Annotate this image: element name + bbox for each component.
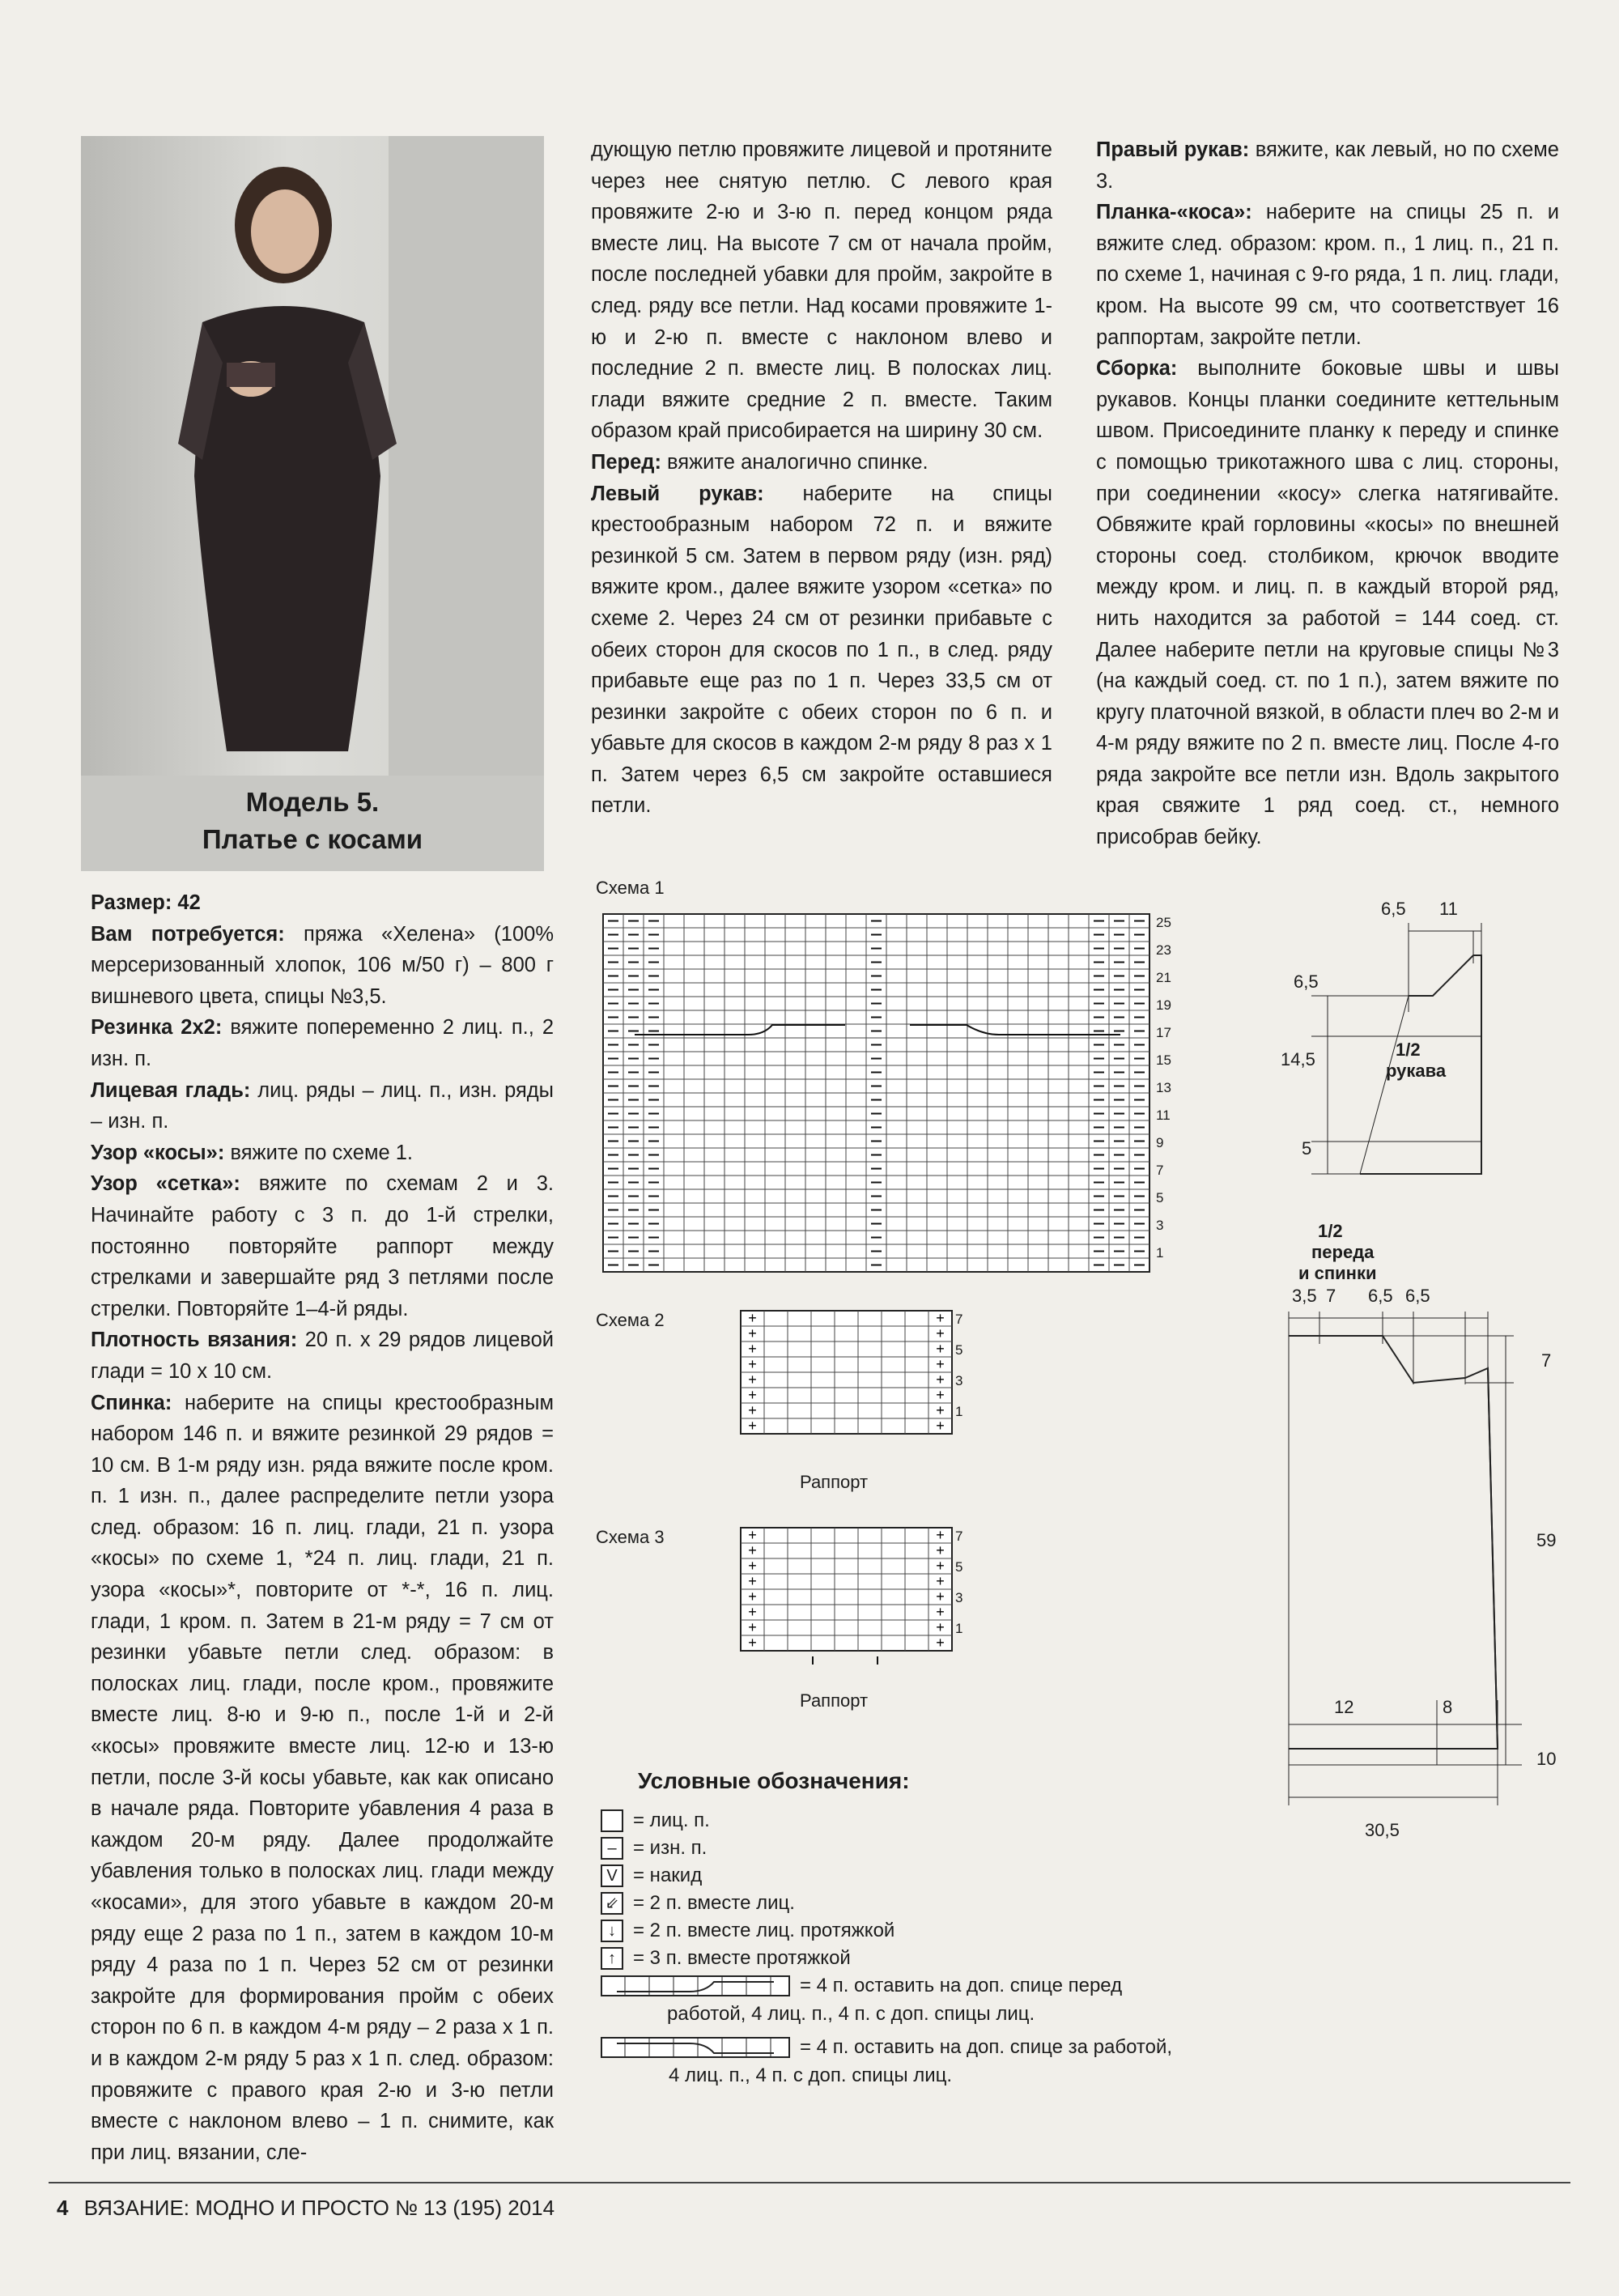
body-outline	[1289, 1336, 1498, 1749]
legend-item	[601, 1835, 1273, 1862]
legend-title: Условные обозначения:	[638, 1768, 910, 1793]
edge-stitch-mark: +	[748, 1371, 757, 1388]
edge-stitch-mark: +	[748, 1310, 757, 1326]
edge-stitch-mark: +	[936, 1542, 945, 1558]
paragraph-text: наберите на спицы 25 п. и вяжите след. образом: кром. п., 1 лиц. п., 21 п. по схеме 1, начиная с 9-го ряда, 1 п. лиц. глади, кром. На высоте 99 см, что соответствует 16 раппортам, закройте петли.	[1096, 201, 1559, 349]
row-number: 23	[1156, 942, 1171, 958]
scheme1-chart	[602, 913, 1153, 1286]
legend-items	[601, 1807, 1273, 1972]
edge-stitch-mark: +	[936, 1573, 945, 1589]
edge-stitch-mark: +	[936, 1341, 945, 1357]
paragraph-heading: Левый рукав:	[591, 482, 764, 505]
body-dim-bottom-b: 8	[1443, 1697, 1453, 1717]
scheme1-label: Схема 1	[596, 878, 665, 898]
body-dim-top: 7	[1326, 1286, 1336, 1306]
body-dim-right-c: 10	[1536, 1749, 1557, 1769]
edge-stitch-mark: +	[748, 1418, 757, 1434]
legend-text: = 2 п. вместе лиц.	[633, 1892, 795, 1914]
magazine-issue: ВЯЗАНИЕ: МОДНО И ПРОСТО № 13 (195) 2014	[83, 2196, 555, 2220]
body-label-a: 1/2	[1318, 1221, 1343, 1241]
sleeve-dim-left-a: 6,5	[1294, 972, 1319, 992]
legend-item	[601, 1945, 1273, 1972]
row-number: 9	[1156, 1135, 1164, 1150]
edge-stitch-mark: +	[936, 1558, 945, 1574]
cable-back-icon	[601, 2037, 790, 2058]
legend-item	[601, 1917, 1273, 1945]
sleeve-label-b: рукава	[1386, 1061, 1447, 1081]
legend-symbol-icon: ⇙	[601, 1892, 623, 1915]
legend-item	[601, 1807, 1273, 1835]
paragraph-heading: Размер: 42	[91, 891, 201, 914]
edge-stitch-mark: +	[936, 1402, 945, 1418]
text-column-1	[91, 887, 554, 2168]
paragraph	[91, 1137, 554, 1169]
edge-stitch-mark: +	[936, 1310, 945, 1326]
sleeve-dim-top-b: 11	[1439, 899, 1458, 919]
paragraph-heading: Вам потребуется:	[91, 922, 285, 946]
legend-symbol-icon: V	[601, 1864, 623, 1887]
paragraph	[91, 1324, 554, 1387]
paragraph-heading: Узор «сетка»:	[91, 1172, 240, 1196]
paragraph	[91, 1388, 554, 2169]
paragraph-text: вяжите по схемам 2 и 3. Начинайте работу с 3 п. до 1-й стрелки, постоянно повторяйте раппорт между стрелками и завершайте ряд 3 петлями после стрелки. Повторяйте 1–4-й ряды.	[91, 1172, 554, 1320]
body-pattern-diagram	[1279, 1295, 1570, 1822]
legend-text: = лиц. п.	[633, 1809, 710, 1831]
legend	[601, 1768, 1273, 2087]
body-dim-top: 3,5	[1292, 1286, 1317, 1306]
row-number: 7	[955, 1529, 963, 1544]
paragraph-text: вяжите по схеме 1.	[224, 1141, 414, 1164]
sleeve-dim-left-c: 5	[1302, 1138, 1312, 1159]
row-number: 19	[1156, 997, 1171, 1013]
edge-stitch-mark: +	[748, 1356, 757, 1372]
paragraph	[91, 1168, 554, 1324]
paragraph	[591, 478, 1052, 823]
paragraph-heading: Правый рукав:	[1096, 138, 1250, 161]
body-dim-bottom-a: 12	[1334, 1697, 1354, 1717]
edge-stitch-mark: +	[748, 1604, 757, 1620]
paragraph	[91, 887, 554, 919]
model-caption	[81, 776, 544, 871]
row-number: 1	[955, 1404, 963, 1419]
edge-stitch-mark: +	[748, 1558, 757, 1574]
row-number: 17	[1156, 1025, 1171, 1040]
paragraph	[91, 919, 554, 1013]
scheme3-label: Схема 3	[596, 1527, 665, 1547]
edge-stitch-mark: +	[936, 1325, 945, 1341]
legend-cable-front-text-a: = 4 п. оставить на доп. спице перед	[800, 1975, 1123, 1996]
row-number: 21	[1156, 970, 1171, 985]
page-number: 4	[57, 2196, 69, 2220]
edge-stitch-mark: +	[748, 1542, 757, 1558]
text-column-3	[1096, 134, 1559, 853]
edge-stitch-mark: +	[748, 1635, 757, 1651]
edge-stitch-mark: +	[936, 1371, 945, 1388]
edge-stitch-mark: +	[936, 1527, 945, 1543]
row-number: 7	[955, 1312, 963, 1327]
legend-symbol-icon: ↓	[601, 1920, 623, 1942]
legend-text: = 3 п. вместе протяжкой	[633, 1947, 851, 1969]
legend-item	[601, 1890, 1273, 1917]
paragraph-heading: Спинка:	[91, 1391, 172, 1414]
scheme3-chart	[740, 1527, 954, 1665]
paragraph-text: наберите на спицы крестообразным набором 72 п. и вяжите резинкой 5 см. Затем в первом ряду (изн. ряд) вяжите кром., далее вяжите узором «сетка» по схеме 2. Через 24 см от резинки прибавьте с обеих сторон для скосов по 1 п., в след. ряду прибавьте еще раз по 1 п. Через 33,5 см от резинки закройте с обеих сторон по 6 п. и убавьте для скосов в каждом 2-м ряду 8 раз х 1 п. Затем через 6,5 см закройте оставшиеся петли.	[591, 482, 1052, 818]
edge-stitch-mark: +	[936, 1356, 945, 1372]
paragraph-text: пряжа «Хелена» (100% мерсеризованный хлопок, 106 м/50 г) – 800 г вишневого цвета, спицы №3,5.	[91, 922, 554, 1008]
caption-line2: Платье с косами	[202, 824, 423, 854]
row-number: 5	[1156, 1190, 1164, 1205]
edge-stitch-mark: +	[748, 1325, 757, 1341]
legend-cable-back	[601, 2034, 1273, 2061]
caption-line1: Модель 5.	[245, 787, 380, 817]
legend-symbol-icon	[601, 1809, 623, 1832]
row-number: 3	[1156, 1218, 1164, 1233]
paragraph-text: вяжите попеременно 2 лиц. п., 2 изн. п.	[91, 1016, 555, 1070]
legend-cable-front	[601, 1972, 1273, 2000]
paragraph	[591, 447, 1052, 478]
sleeve-dim-left-b: 14,5	[1281, 1049, 1315, 1069]
edge-stitch-mark: +	[936, 1604, 945, 1620]
scheme2-rapport-label: Раппорт	[800, 1472, 869, 1492]
paragraph-text: вяжите аналогично спинке.	[661, 450, 928, 474]
legend-symbol-icon: ↑	[601, 1947, 623, 1970]
paragraph-text: 20 п. х 29 рядов лицевой глади = 10 х 10 см.	[91, 1329, 554, 1383]
edge-stitch-mark: +	[748, 1387, 757, 1403]
paragraph-heading: Сборка:	[1096, 357, 1178, 381]
rapport-arrows	[813, 1656, 877, 1665]
paragraph	[1096, 197, 1559, 353]
paragraph	[91, 1075, 554, 1137]
body-dim-right-a: 7	[1541, 1350, 1552, 1371]
legend-symbol-icon: –	[601, 1837, 623, 1860]
paragraph-heading: Резинка 2х2:	[91, 1016, 223, 1040]
body-dim-width: 30,5	[1365, 1820, 1400, 1840]
body-dim-top: 6,5	[1368, 1286, 1393, 1306]
scheme2-label: Схема 2	[596, 1310, 665, 1330]
paragraph-text: выполните боковые швы и швы рукавов. Концы планки соедините кеттельным швом. Присоедините планку к переду и спинке с помощью трикотажного шва с лиц. стороны, при соединении «косу» слегка натягивайте. Обвяжите край горловины «косы» по внешней стороны соед. столбиком, крючок вводите между кром. и лиц. п. в каждый второй ряд, нить находится за работой = 144 соед. ст. Далее наберите петли на круговые спицы №3 (на каждый соед. ст. по 1 п.), затем вяжите по кругу платочной вязкой, в области плеч во 2-м и 4-м ряду вяжите по 2 п. вместе лиц. После 4-го ряда закройте все петли изн. Вдоль закрытого края свяжите 1 ряд соед. ст., немного присобрав бейку.	[1096, 357, 1559, 849]
edge-stitch-mark: +	[748, 1573, 757, 1589]
edge-stitch-mark: +	[936, 1387, 945, 1403]
edge-stitch-mark: +	[748, 1619, 757, 1635]
paragraph	[1096, 134, 1559, 197]
legend-text: = 2 п. вместе лиц. протяжкой	[633, 1920, 895, 1941]
sleeve-dim-top-a: 6,5	[1381, 899, 1406, 919]
paragraph	[1096, 353, 1559, 853]
edge-stitch-mark: +	[748, 1341, 757, 1357]
row-number: 7	[1156, 1163, 1164, 1178]
edge-stitch-mark: +	[936, 1635, 945, 1651]
cable-front-icon	[601, 1975, 790, 1996]
edge-stitch-mark: +	[748, 1588, 757, 1605]
body-dim-top: 6,5	[1405, 1286, 1430, 1306]
paragraph-heading: Узор «косы»:	[91, 1141, 225, 1164]
paragraph-text: вяжите, как левый, но по схеме 3.	[1096, 138, 1559, 193]
paragraph-text: наберите на спицы крестообразным набором 146 п. и вяжите резинкой 29 рядов = 10 см. В 1-м ряду изн. ряда вяжите после кром. п. 1 изн. п., далее распределите петли узора след. образом: 16 п. лиц. глади, 21 п. узора «косы» по схеме 1, *24 п. лиц. глади, 21 п. узора «косы»*, повторите от *-*, 16 п. лиц. глади, 1 кром. п. Затем в 21-м ряду = 7 см от резинки убавьте петли след. образом: в полосках лиц. глади, после кром., провяжите вместе лиц. 8-ю и 9-ю п., после 1-й и 2-й «косы» провяжите вместе лиц. 12-ю и 13-ю петли, после 3-й косы убавьте, как как описано в начале ряда. Повторите убавления 4 раза в каждом 20-м ряду. Далее продолжайте убавления только в полосках лиц. глади между «косами», для этого убавьте в каждом 20-м ряду еще 2 раза по 1 п., затем в каждом 10-м ряду 4 раза по 1 п. Через 52 см от резинки закройте для формирования пройм с обеих сторон по 6 п. в каждом 4-м ряду – 2 раза х 1 п. и в каждом 2-м ряду 5 раз х 1 п. след. образом: провяжите с правого края 2-ю и 3-ю петли вместе с наклоном влево – 1 п. снимите, как при лиц. вязании, сле-	[91, 1391, 554, 2164]
row-number: 15	[1156, 1052, 1171, 1068]
scheme2-chart	[740, 1310, 954, 1439]
legend-item	[601, 1862, 1273, 1890]
edge-stitch-mark: +	[748, 1402, 757, 1418]
model-photo	[81, 136, 544, 776]
row-number: 5	[955, 1559, 963, 1575]
paragraph-text: лиц. ряды – лиц. п., изн. ряды – изн. п.	[91, 1078, 554, 1133]
row-number: 5	[955, 1342, 963, 1358]
sleeve-label-a: 1/2	[1396, 1040, 1421, 1060]
edge-stitch-mark: +	[936, 1418, 945, 1434]
row-number: 25	[1156, 915, 1171, 930]
scheme3-rapport-label: Раппорт	[800, 1690, 869, 1711]
row-number: 3	[955, 1373, 963, 1388]
paragraph	[91, 1012, 554, 1074]
paragraph-heading: Планка-«коса»:	[1096, 201, 1252, 224]
paragraph-heading: Плотность вязания:	[91, 1329, 298, 1352]
legend-cable-front-text-b: работой, 4 лиц. п., 4 п. с доп. спицы лиц.	[667, 2003, 1035, 2025]
edge-stitch-mark: +	[748, 1527, 757, 1543]
paragraph-heading: Перед:	[591, 450, 661, 474]
paragraph-text: дующую петлю провяжите лицевой и протяните через нее снятую петлю. С левого края провяжите 2-ю и 3-ю п. перед концом ряда вместе лиц. На высоте 7 см от начала пройм, после последней убавки для пройм, закройте в след. ряду все петли. Над косами провяжите 1-ю и 2-ю п. вместе с наклоном влево и последние 2 п. вместе лиц. В полосках лиц. глади вяжите средние 2 п. вместе. Таким образом край присобирается на ширину 30 см.	[591, 138, 1052, 443]
legend-cable-back-text-b: 4 лиц. п., 4 п. с доп. спицы лиц.	[669, 2064, 953, 2086]
row-number: 3	[955, 1590, 963, 1605]
legend-text: = изн. п.	[633, 1837, 708, 1859]
row-number: 1	[955, 1621, 963, 1636]
legend-text: = накид	[633, 1864, 703, 1886]
model-illustration	[81, 136, 544, 776]
legend-cable-back-text-a: = 4 п. оставить на доп. спице за работой,	[800, 2036, 1173, 2058]
body-dim-right-b: 59	[1536, 1530, 1557, 1550]
paragraph	[591, 134, 1052, 447]
row-number: 13	[1156, 1080, 1171, 1095]
edge-stitch-mark: +	[936, 1619, 945, 1635]
edge-stitch-mark: +	[936, 1588, 945, 1605]
body-label-c: и спинки	[1298, 1263, 1377, 1283]
row-number: 1	[1156, 1245, 1164, 1261]
paragraph-heading: Лицевая гладь:	[91, 1078, 251, 1102]
body-label-b: переда	[1311, 1242, 1375, 1262]
page-footer	[57, 2196, 555, 2221]
text-column-2	[591, 134, 1052, 822]
row-number: 11	[1156, 1108, 1171, 1123]
footer-rule	[49, 2182, 1570, 2183]
